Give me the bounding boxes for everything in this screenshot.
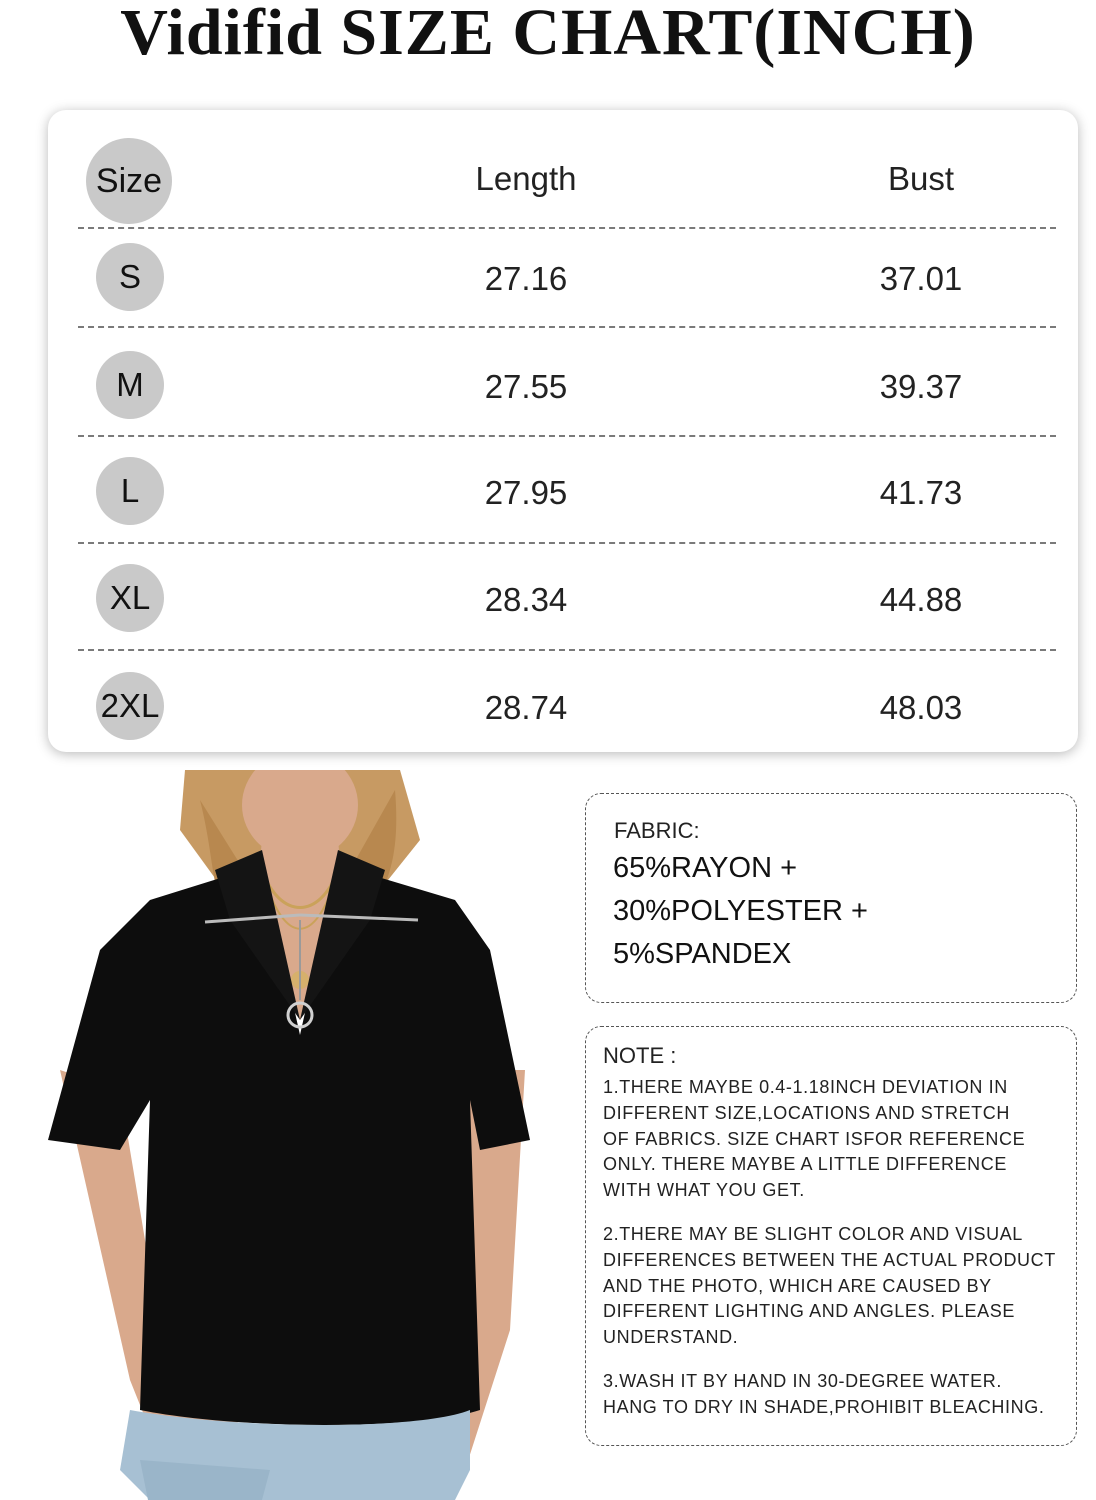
note-line: AND THE PHOTO, WHICH ARE CAUSED BY [603,1275,992,1296]
note-paragraph-2 [603,1222,1073,1351]
table-row [48,457,1078,517]
fabric-label: FABRIC: [614,818,700,843]
bust-value: 41.73 [879,474,963,511]
length-value: 28.34 [484,581,568,618]
size-badge: S [96,243,164,311]
table-row [48,672,1078,732]
note-label: NOTE : [603,1043,677,1068]
note-line: DIFFERENCES BETWEEN THE ACTUAL PRODUCT [603,1249,1056,1270]
row-divider [78,435,1056,437]
row-divider [78,649,1056,651]
length-value: 27.95 [484,474,568,511]
note-line: ONLY. THERE MAYBE A LITTLE DIFFERENCE [603,1154,1007,1175]
fabric-line: 65%RAYON + [613,852,798,884]
size-badge: 2XL [96,672,164,740]
header-length: Length [475,160,577,197]
fabric-line: 5%SPANDEX [613,938,792,970]
size-badge: L [96,457,164,525]
size-chart-table [48,110,1078,752]
bust-value: 39.37 [879,368,963,405]
bust-value: 48.03 [879,689,963,726]
note-paragraph-1 [603,1075,1073,1204]
fabric-info-box [585,793,1077,1003]
note-line: DIFFERENT LIGHTING AND ANGLES. PLEASE [603,1301,1015,1322]
model-illustration [0,770,575,1500]
note-line: 1.THERE MAYBE 0.4-1.18INCH DEVIATION IN [603,1077,1008,1097]
row-divider [78,227,1056,229]
table-row [48,351,1078,411]
note-line: DIFFERENT SIZE,LOCATIONS AND STRETCH [603,1102,1010,1123]
row-divider [78,542,1056,544]
fabric-line: 30%POLYESTER + [613,895,868,927]
table-header [48,138,1078,224]
bust-value: 37.01 [879,260,963,297]
row-divider [78,326,1056,328]
table-row [48,243,1078,303]
note-line: 2.THERE MAY BE SLIGHT COLOR AND VISUAL [603,1224,1023,1244]
note-box [585,1026,1077,1446]
header-bust: Bust [887,160,955,197]
note-line: WITH WHAT YOU GET. [603,1180,805,1201]
length-value: 27.55 [484,368,568,405]
note-line: OF FABRICS. SIZE CHART ISFOR REFERENCE [603,1128,1026,1149]
length-value: 28.74 [484,689,568,726]
header-size-badge: Size [86,138,172,224]
table-row [48,564,1078,624]
length-value: 27.16 [484,260,568,297]
size-badge: XL [96,564,164,632]
note-paragraph-3 [603,1369,1073,1421]
note-line: HANG TO DRY IN SHADE,PROHIBIT BLEACHING. [603,1396,1045,1417]
note-line: UNDERSTAND. [603,1327,739,1348]
product-photo [0,770,575,1500]
page-title: Vidifid SIZE CHART(INCH) [120,0,976,69]
note-line: 3.WASH IT BY HAND IN 30-DEGREE WATER. [603,1371,1002,1391]
bust-value: 44.88 [879,581,963,618]
size-badge: M [96,351,164,419]
